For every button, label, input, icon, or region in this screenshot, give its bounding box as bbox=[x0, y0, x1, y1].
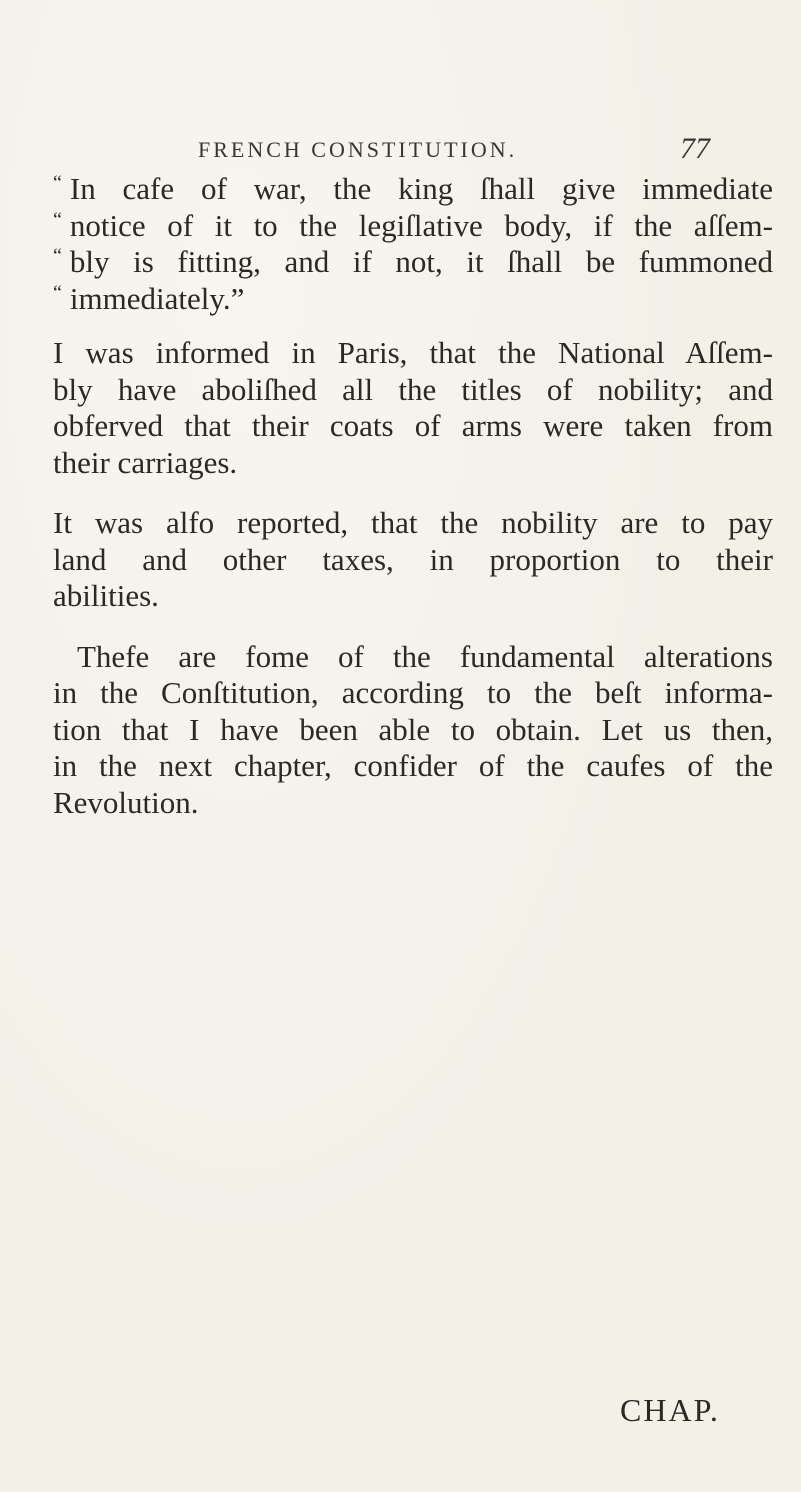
quote-mark: “ bbox=[53, 208, 60, 231]
quote-mark: “ bbox=[53, 172, 60, 194]
paragraph-line: their carriages. bbox=[53, 444, 238, 480]
paragraph-2 bbox=[53, 505, 773, 615]
quote-line-3: “ bly is fitting, and if not, it ſhall be fummoned bbox=[53, 238, 773, 275]
page-number: 77 bbox=[680, 132, 710, 165]
quote-mark: “ bbox=[53, 281, 60, 304]
quotation-block bbox=[53, 165, 773, 316]
paragraph-line: bly have aboliſhed all the titles of nobility; and bbox=[53, 371, 773, 407]
body-text bbox=[53, 165, 773, 821]
paragraph-line: obferved that their coats of arms were taken from bbox=[53, 408, 773, 443]
catchword: CHAP. bbox=[620, 1392, 720, 1428]
paragraph-line: in the next chapter, confider of the caufes of the bbox=[53, 748, 773, 783]
quote-line-2: “ notice of it to the legiſlative body, if the aſſem- bbox=[53, 202, 773, 239]
quote-mark: “ bbox=[53, 245, 60, 267]
paragraph-line: Thefe are fome of the fundamental alterations bbox=[77, 638, 773, 674]
paragraph-line: It was alfo reported, that the nobility are to pay bbox=[53, 505, 773, 540]
quote-line-4: “ immediately.” bbox=[53, 275, 773, 312]
paragraph-line: abilities. bbox=[53, 578, 159, 613]
paragraph-1 bbox=[53, 335, 773, 481]
paragraph-3 bbox=[53, 639, 773, 822]
paragraph-line: Revolution. bbox=[53, 784, 199, 820]
running-head: FRENCH CONSTITUTION. bbox=[198, 137, 518, 162]
paragraph-line: tion that I have been able to obtain. Let us then, bbox=[53, 711, 773, 747]
paragraph-line: in the Conſtitution, according to the beſt informa- bbox=[53, 675, 773, 710]
quote-line-1: “ In cafe of war, the king ſhall give immediate bbox=[53, 165, 773, 202]
paragraph-line: I was informed in Paris, that the National Aſſem- bbox=[53, 335, 773, 370]
paragraph-line: land and other taxes, in proportion to their bbox=[53, 541, 773, 577]
